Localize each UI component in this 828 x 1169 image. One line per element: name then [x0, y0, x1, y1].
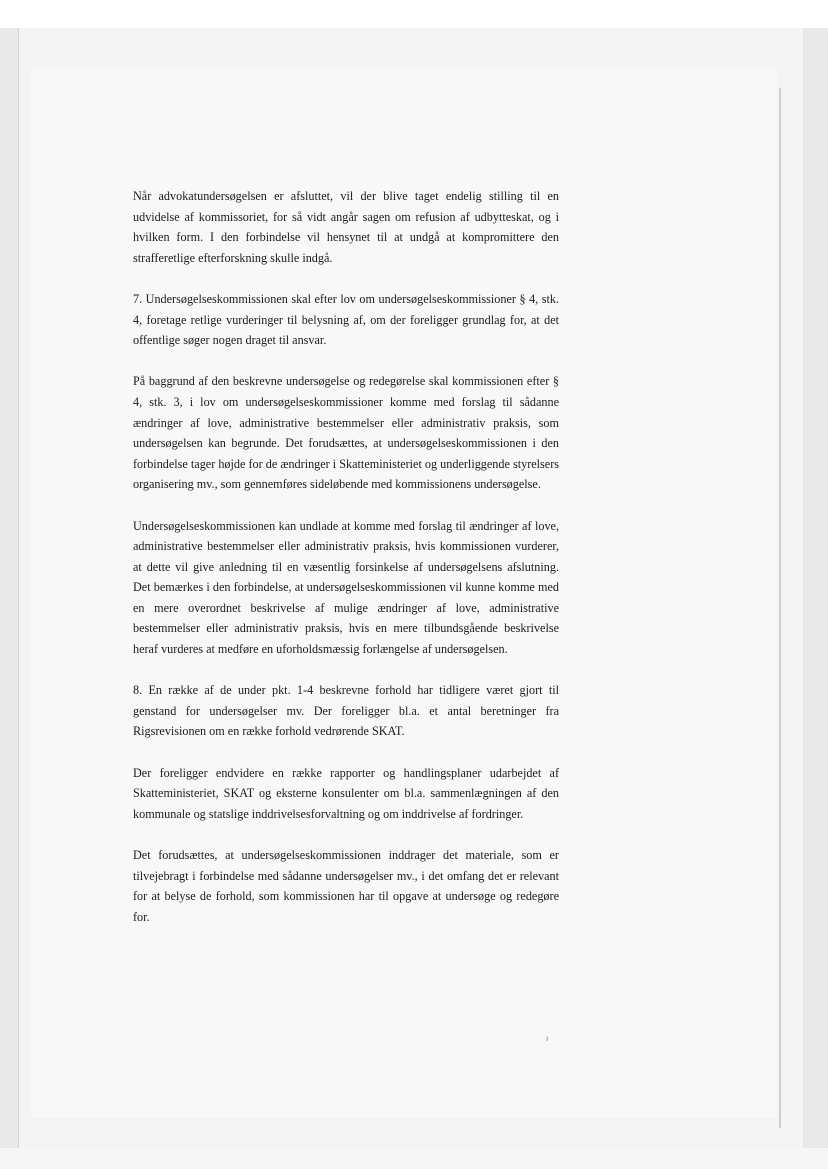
page-mark: ı [546, 1034, 549, 1043]
scan-bottom-margin [0, 1148, 828, 1169]
paragraph-undlade-forslag: Undersøgelseskommissionen kan undlade at komme med forslag til ændringer af love, administrative bestemmelser eller administrativ praksis, hvis kommissionen vurderer, at dette vil give anledning til en væsentlig forsinkelse af undersøgelsens afslutning. Det bemærkes i den forbindelse, at undersøgelseskommissionen vil kunne komme med en mere overordnet beskrivelse af mulige ændringer af love, administrative bestemmelser eller administrativ praksis, hvis en mere tilbundsgående beskrivelse heraf vurderes at medføre en uforholdsmæssig forlængelse af undersøgelsen. [133, 518, 559, 657]
paragraph-point-8: 8. En række af de under pkt. 1-4 beskrevne forhold har tidligere været gjort til genstand for undersøgelser mv. Der foreligger bl.a. et antal beretninger fra Rigsrevisionen om en række forhold vedrørende SKAT. [133, 683, 559, 739]
paragraph-point-7: 7. Undersøgelseskommissionen skal efter lov om undersøgelseskommissioner § 4, stk. 4, foretage retlige vurderinger til belysning af, om der foreligger grundlag for, at det offentlige søger nogen draget til ansvar. [133, 291, 559, 348]
scan-top-margin [0, 0, 828, 28]
paragraph-materiale: Det forudsættes, at undersøgelseskommissionen inddrager det materiale, som er tilvejebragt i forbindelse med sådanne undersøgelser mv., i det omfang det er relevant for at belyse de forhold, som kommissionen har til opgave at undersøge og redegøre for. [133, 848, 559, 924]
paragraph-forslag-aendringer: På baggrund af den beskrevne undersøgelse og redegørelse skal kommissionen efter § 4, stk. 3, i lov om undersøgelseskommissioner komme med forslag til sådanne ændringer af love, administrative bestemmelser eller administrativ praksis, som undersøgelsen kan begrunde. Det forudsættes, at undersøgelseskommissionen i den forbindelse tager højde for de ændringer i Skatteministeriet og underliggende styrelsers organisering mv., som gennemføres sideløbende med kommissionens undersøgelse. [133, 374, 559, 492]
paragraph-advokatundersoegelse: Når advokatundersøgelsen er afsluttet, vil der blive taget endelig stilling til en udvidelse af kommissoriet, for så vidt angår sagen om refusion af udbytteskat, og i hvilken form. I den forbindelse vil hensynet til at undgå at kompromittere den strafferetlige efterforskning skulle indgå. [133, 189, 559, 265]
paragraph-rapporter: Der foreligger endvidere en række rapporter og handlingsplaner udarbejdet af Skatteministeriet, SKAT og eksterne konsulenter om bl.a. sammenlægningen af den kommunale og statslige inddrivelsesforvaltning og om inddrivelse af fordringer. [133, 765, 559, 821]
body-text [133, 186, 559, 927]
page-edge-shadow [779, 88, 781, 1128]
